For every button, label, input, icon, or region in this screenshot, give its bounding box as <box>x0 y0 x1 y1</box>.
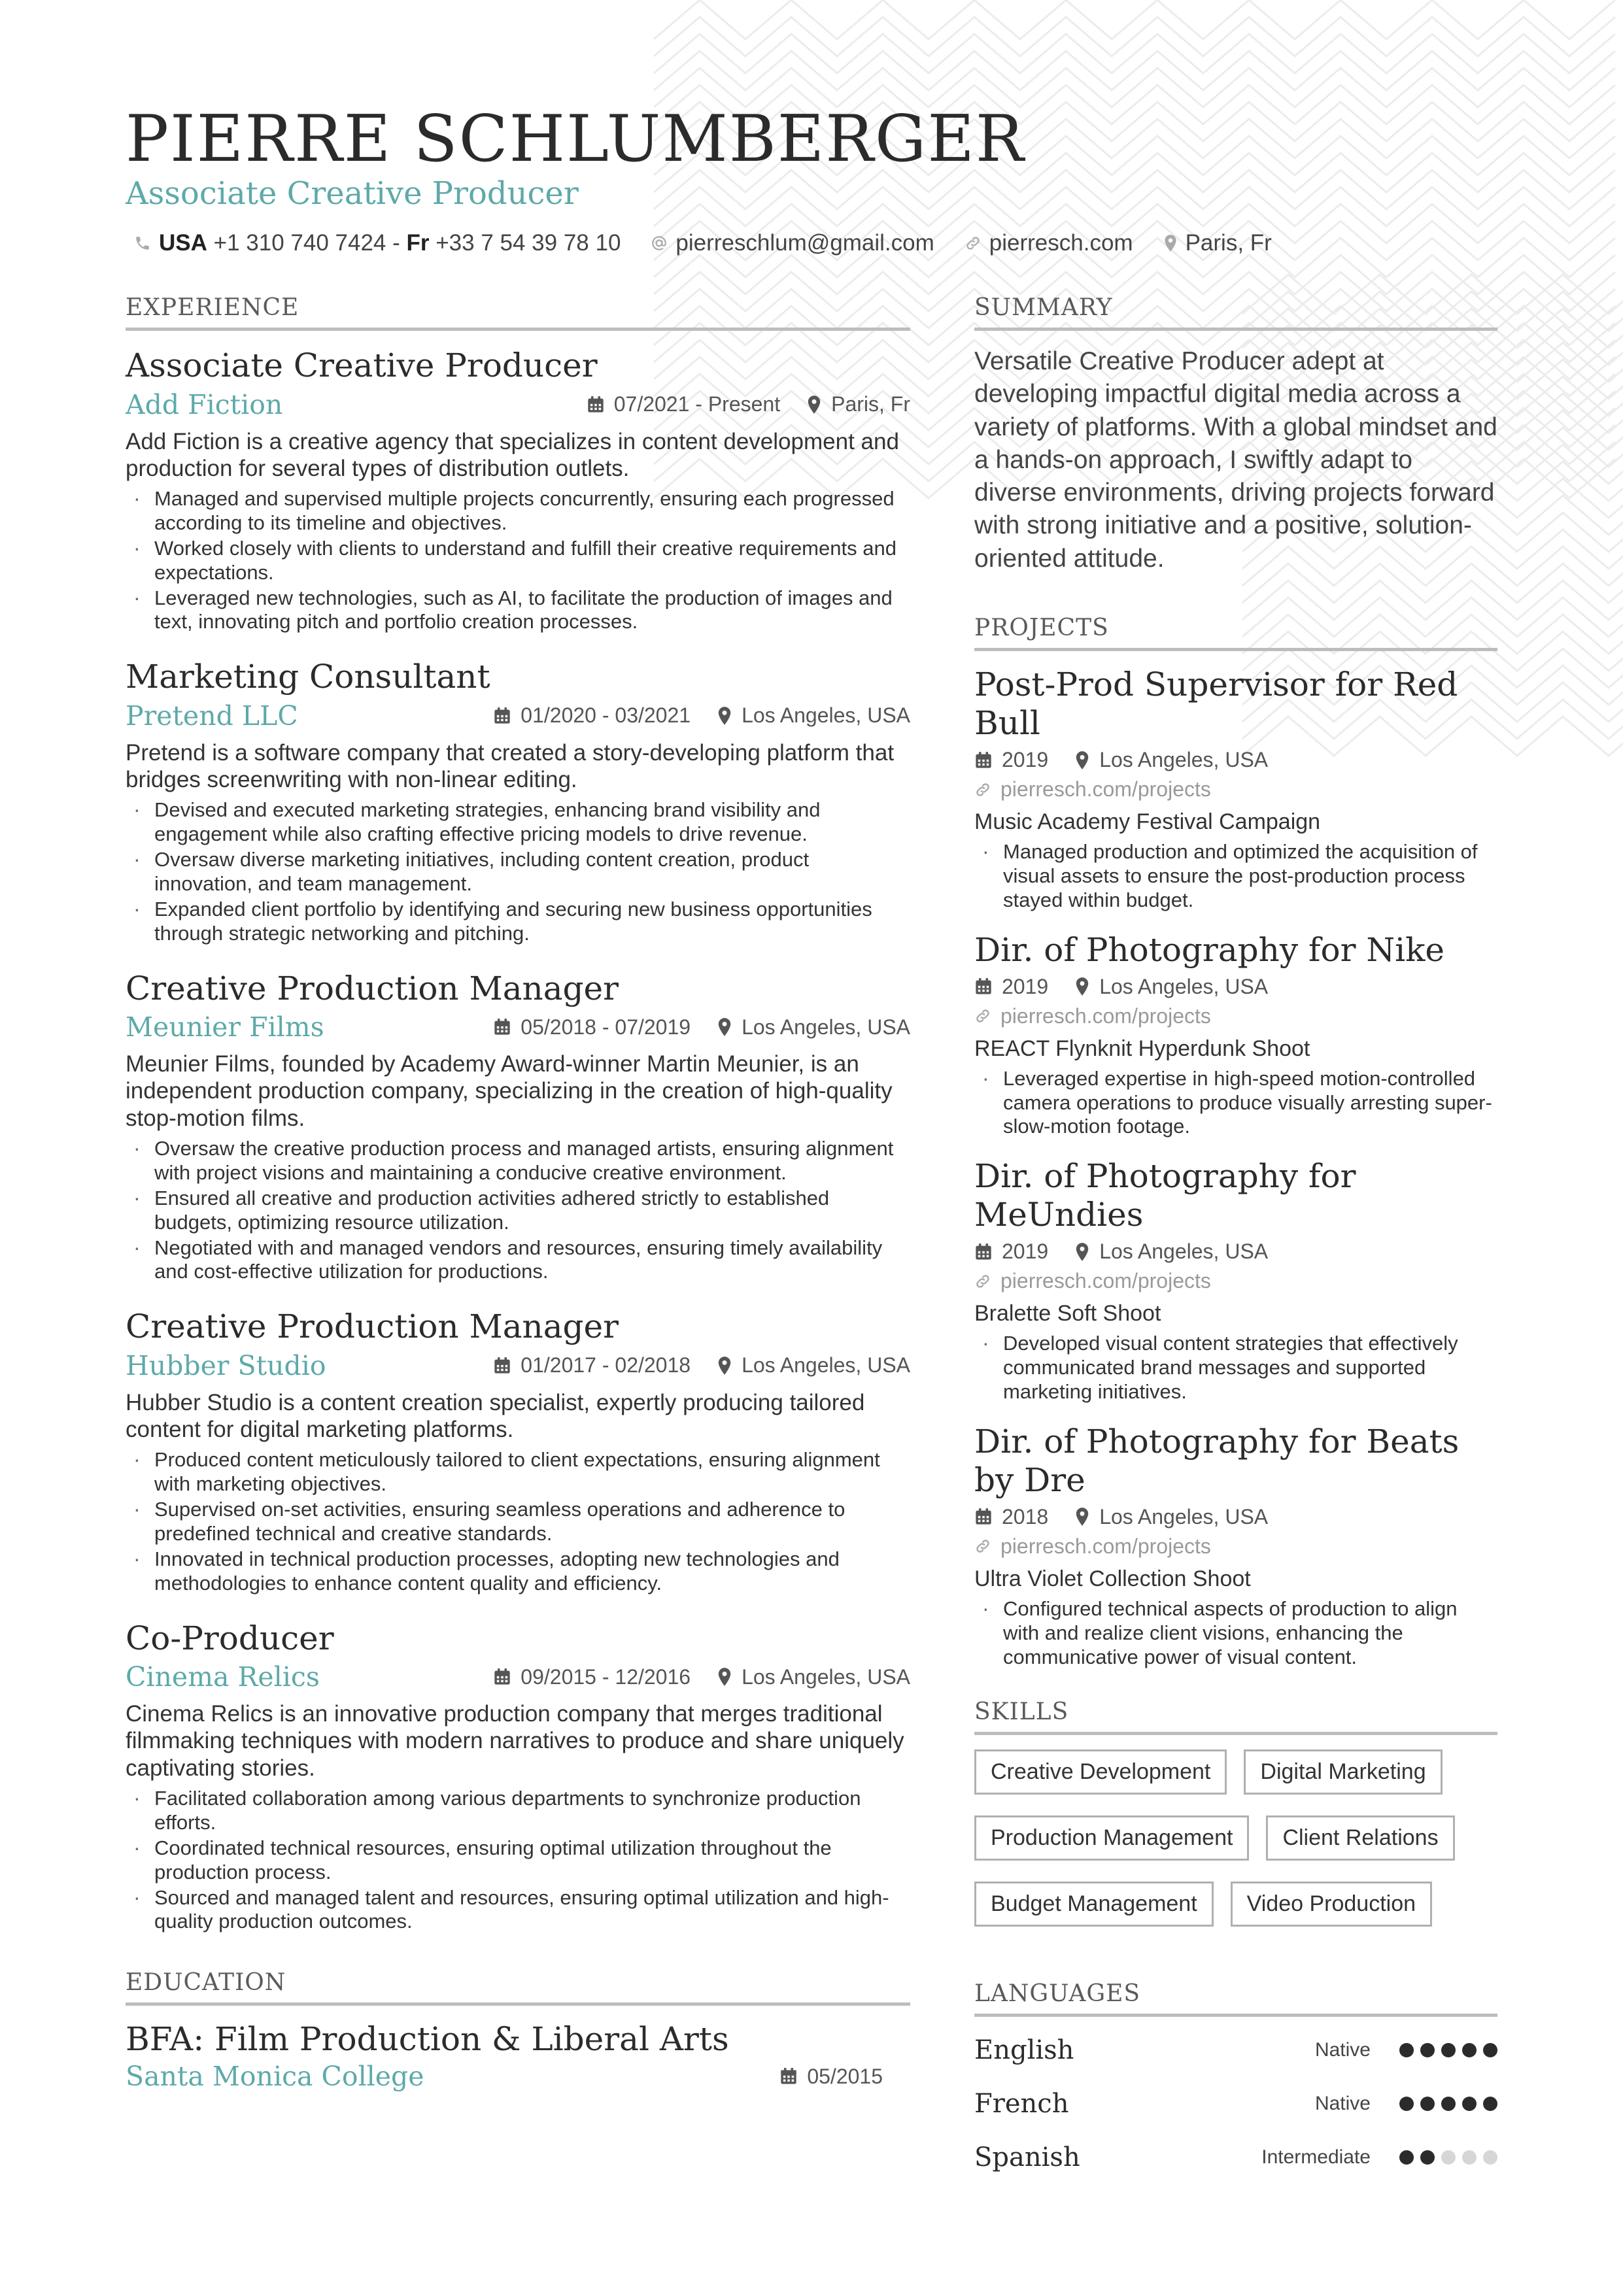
job-dates <box>493 1015 691 1039</box>
project-subtitle: REACT Flynknit Hyperdunk Shoot <box>974 1036 1310 1061</box>
language-rating <box>1393 2043 1497 2057</box>
language-rating <box>1393 2150 1497 2165</box>
job-dates <box>493 1353 691 1377</box>
link-icon <box>974 781 991 798</box>
contact-location <box>1163 230 1272 256</box>
job-bullets <box>126 487 910 634</box>
project-bullet: · Managed production and optimized the acquisition of visual assets to ensure the post-production process stayed within budget. <box>974 840 1497 913</box>
job-description: Meunier Films, founded by Academy Award-winner Martin Meunier, is an independent production company, specializing in the creation of high-quality stop-motion films. <box>126 1051 893 1131</box>
job-location-text: Paris, Fr <box>831 392 910 416</box>
contact-bar <box>134 230 1302 256</box>
language-level: Native <box>1314 2092 1371 2114</box>
rating-dot <box>1399 2097 1414 2111</box>
location-pin-icon <box>806 395 822 414</box>
job-dates <box>493 703 691 728</box>
phone-us-label: USA <box>159 230 207 256</box>
project-location-text: Los Angeles, USA <box>1099 1504 1269 1528</box>
job-bullet: · Managed and supervised multiple projects concurrently, ensuring each progressed according to its timeline and objectives. <box>126 487 910 535</box>
job-dates-text: 01/2017 - 02/2018 <box>521 1353 691 1377</box>
rating-dot <box>1441 2150 1456 2165</box>
job-bullet: · Negotiated with and managed vendors and resources, ensuring timely availability and cost-effective utilization for productions. <box>126 1236 910 1285</box>
skill-chip: Creative Development <box>974 1749 1227 1795</box>
job-location-text: Los Angeles, USA <box>742 1015 910 1039</box>
calendar-icon <box>493 1357 511 1375</box>
language-rating <box>1393 2097 1497 2111</box>
location-pin-icon <box>1074 751 1090 770</box>
location-pin-icon <box>1163 234 1178 252</box>
project-bullet: · Configured technical aspects of production to align with and realize client visions, enhancing the communicative power of visual content. <box>974 1597 1497 1670</box>
project-year-text: 2018 <box>1002 1504 1049 1528</box>
rating-dot <box>1462 2150 1477 2165</box>
experience-list <box>126 345 910 1934</box>
project-year <box>974 975 1048 999</box>
location-pin-icon <box>717 1667 732 1687</box>
project-subtitle: Music Academy Festival Campaign <box>974 809 1321 835</box>
location-pin-icon <box>1074 1242 1090 1262</box>
project-entry <box>974 931 1497 1140</box>
project-year-text: 2019 <box>1002 1240 1049 1264</box>
website-url: pierresch.com <box>989 230 1133 256</box>
language-name: French <box>974 2088 1069 2119</box>
phone-icon <box>134 235 151 252</box>
project-entry <box>974 1157 1497 1404</box>
right-column <box>974 294 1497 2192</box>
project-year-text: 2019 <box>1002 974 1049 998</box>
language-name: English <box>974 2034 1074 2065</box>
project-entry <box>974 1423 1497 1670</box>
language-entry <box>974 2031 1497 2069</box>
skill-chip: Client Relations <box>1266 1815 1454 1861</box>
calendar-icon <box>974 977 993 996</box>
calendar-icon <box>493 1668 511 1686</box>
job-title: Creative Production Manager <box>126 1308 619 1346</box>
job-entry <box>126 345 910 634</box>
project-subtitle: Bralette Soft Shoot <box>974 1301 1161 1326</box>
calendar-icon <box>493 1018 511 1036</box>
project-bullets <box>974 1597 1497 1670</box>
languages-list <box>974 2031 1497 2176</box>
project-location <box>1074 1505 1268 1529</box>
project-location-text: Los Angeles, USA <box>1099 748 1269 772</box>
email-address: pierreschlum@gmail.com <box>675 230 934 256</box>
job-bullet: · Supervised on-set activities, ensuring seamless operations and adherence to predefined technical and creative standards. <box>126 1498 910 1546</box>
left-column <box>126 294 910 2092</box>
job-entry <box>126 1306 910 1595</box>
rating-dot <box>1462 2043 1477 2057</box>
job-location <box>717 1015 910 1039</box>
job-description: Hubber Studio is a content creation specialist, expertly producing tailored content for digital marketing platforms. <box>126 1389 865 1443</box>
contact-website[interactable] <box>965 230 1133 256</box>
calendar-icon <box>974 1243 993 1261</box>
project-link[interactable] <box>974 1269 1497 1293</box>
location-pin-icon <box>1074 977 1090 996</box>
rating-dot <box>1483 2150 1497 2165</box>
rating-dot <box>1420 2043 1435 2057</box>
job-bullet: · Oversaw diverse marketing initiatives, including content creation, product innovation, and team management. <box>126 848 910 896</box>
link-icon <box>974 1538 991 1555</box>
language-name: Spanish <box>974 2142 1080 2172</box>
at-icon <box>651 235 668 252</box>
calendar-icon <box>779 2067 798 2085</box>
job-company: Cinema Relics <box>126 1661 320 1693</box>
project-title: Dir. of Photography for MeUndies <box>974 1157 1356 1234</box>
job-dates-text: 05/2018 - 07/2019 <box>521 1015 691 1039</box>
projects-heading: PROJECTS <box>974 615 1497 651</box>
job-bullet: · Sourced and managed talent and resources, ensuring optimal utilization and high-quality production outcomes. <box>126 1886 910 1934</box>
rating-dot <box>1399 2150 1414 2165</box>
location-pin-icon <box>717 1017 732 1037</box>
job-bullet: · Coordinated technical resources, ensuring optimal utilization throughout the production process. <box>126 1836 910 1885</box>
location-pin-icon <box>1074 1507 1090 1527</box>
project-bullets <box>974 840 1497 913</box>
education-date <box>779 2065 883 2089</box>
job-title: Associate Creative Producer <box>126 346 598 384</box>
project-entry <box>974 666 1497 913</box>
job-description: Cinema Relics is an innovative production company that merges traditional filmmaking techniques with modern narratives to produce and share uniquely captivating stories. <box>126 1701 904 1781</box>
job-company: Hubber Studio <box>126 1349 326 1381</box>
job-company: Meunier Films <box>126 1011 324 1043</box>
rating-dot <box>1420 2150 1435 2165</box>
languages-heading: LANGUAGES <box>974 1980 1497 2017</box>
project-year <box>974 748 1048 772</box>
job-title: Marketing Consultant <box>126 658 490 696</box>
calendar-icon <box>974 1508 993 1526</box>
project-location <box>1074 748 1268 772</box>
summary-text: Versatile Creative Producer adept at developing impactful digital media across a variety of platforms. With a global mindset and a hands-on approach, I swiftly adapt to diverse environments, driving projects forward with strong initiative and a positive, solution-oriented attitude. <box>974 347 1497 573</box>
skills-heading: SKILLS <box>974 1698 1497 1735</box>
job-bullet: · Produced content meticulously tailored to client expectations, ensuring alignment with marketing objectives. <box>126 1448 910 1496</box>
job-location <box>806 392 910 416</box>
rating-dot <box>1483 2097 1497 2111</box>
language-level: Intermediate <box>1261 2146 1371 2168</box>
location-pin-icon <box>717 1356 732 1376</box>
job-dates <box>493 1665 691 1689</box>
job-description: Add Fiction is a creative agency that specializes in content development and production for several types of distribution outlets. <box>126 428 899 481</box>
skill-chip: Budget Management <box>974 1882 1214 1927</box>
candidate-title: Associate Creative Producer <box>126 175 579 212</box>
job-bullet: · Worked closely with clients to understand and fulfill their creative requirements and expectations. <box>126 537 910 585</box>
project-link-text: pierresch.com/projects <box>1000 777 1211 802</box>
link-icon <box>965 235 982 252</box>
phone-fr-label: Fr <box>406 230 430 256</box>
job-bullet: · Leveraged new technologies, such as AI, to facilitate the production of images and text, innovating pitch and portfolio creation processes. <box>126 586 910 635</box>
job-location-text: Los Angeles, USA <box>742 1664 910 1689</box>
link-icon <box>974 1273 991 1290</box>
project-year-text: 2019 <box>1002 748 1049 772</box>
project-location-text: Los Angeles, USA <box>1099 1240 1269 1264</box>
summary-heading: SUMMARY <box>974 294 1497 331</box>
skill-chip: Digital Marketing <box>1244 1749 1442 1795</box>
job-location-text: Los Angeles, USA <box>742 703 910 728</box>
project-link[interactable] <box>974 777 1497 802</box>
phone-fr-number[interactable]: +33 7 54 39 78 10 <box>436 230 621 256</box>
location-text: Paris, Fr <box>1185 230 1272 256</box>
project-location <box>1074 1240 1268 1264</box>
project-link[interactable] <box>974 1534 1497 1559</box>
contact-email[interactable] <box>651 230 934 256</box>
education-heading: EDUCATION <box>126 1969 910 2006</box>
job-bullets <box>126 1137 910 1284</box>
job-bullets <box>126 1448 910 1595</box>
job-dates-text: 07/2021 - Present <box>613 392 781 416</box>
project-location <box>1074 975 1268 999</box>
skills-list <box>974 1749 1497 1948</box>
skill-chip: Production Management <box>974 1815 1249 1861</box>
job-bullet: · Devised and executed marketing strategies, enhancing brand visibility and engagement while also crafting effective pricing models to drive revenue. <box>126 798 910 847</box>
education-entry <box>126 2020 910 2092</box>
job-entry <box>126 968 910 1285</box>
job-title: Creative Production Manager <box>126 969 619 1007</box>
job-location <box>717 1353 910 1377</box>
link-icon <box>974 1007 991 1024</box>
rating-dot <box>1462 2097 1477 2111</box>
project-bullets <box>974 1067 1497 1140</box>
projects-list <box>974 666 1497 1670</box>
rating-dot <box>1483 2043 1497 2057</box>
rating-dot <box>1399 2043 1414 2057</box>
job-bullet: · Innovated in technical production processes, adopting new technologies and methodologies to enhance content quality and efficiency. <box>126 1547 910 1596</box>
job-dates <box>587 392 780 416</box>
calendar-icon <box>587 396 605 414</box>
location-pin-icon <box>717 706 732 726</box>
job-company: Add Fiction <box>126 388 283 420</box>
project-year <box>974 1240 1048 1264</box>
candidate-name: PIERRE SCHLUMBERGER <box>126 102 1025 177</box>
contact-phone <box>134 230 621 256</box>
experience-heading: EXPERIENCE <box>126 294 910 331</box>
education-date-text: 05/2015 <box>807 2064 883 2088</box>
job-dates-text: 01/2020 - 03/2021 <box>521 703 691 728</box>
job-description: Pretend is a software company that created a story-developing platform that bridges screenwriting with non-linear editing. <box>126 739 895 793</box>
skill-chip: Video Production <box>1231 1882 1432 1927</box>
language-entry <box>974 2138 1497 2176</box>
language-entry <box>974 2085 1497 2123</box>
project-link[interactable] <box>974 1004 1497 1028</box>
language-level: Native <box>1314 2038 1371 2061</box>
education-degree: BFA: Film Production & Liberal Arts <box>126 2020 729 2059</box>
job-bullet: · Oversaw the creative production process and managed artists, ensuring alignment with project visions and maintaining a conducive creative environment. <box>126 1137 910 1185</box>
education-school: Santa Monica College <box>126 2061 424 2093</box>
project-title: Dir. of Photography for Nike <box>974 930 1445 969</box>
project-year <box>974 1505 1048 1529</box>
rating-dot <box>1441 2043 1456 2057</box>
job-bullets <box>126 798 910 945</box>
job-bullets <box>126 1787 910 1934</box>
job-title: Co-Producer <box>126 1619 334 1657</box>
job-entry <box>126 656 910 945</box>
job-entry <box>126 1618 910 1934</box>
project-location-text: Los Angeles, USA <box>1099 974 1269 998</box>
job-location <box>717 703 910 728</box>
project-bullet: · Developed visual content strategies that effectively communicated brand messages and supported marketing initiatives. <box>974 1332 1497 1404</box>
job-bullet: · Facilitated collaboration among various departments to synchronize production efforts. <box>126 1787 910 1835</box>
project-link-text: pierresch.com/projects <box>1000 1269 1211 1293</box>
project-subtitle: Ultra Violet Collection Shoot <box>974 1566 1251 1591</box>
project-bullet: · Leveraged expertise in high-speed motion-controlled camera operations to produce visually arresting super-slow-motion footage. <box>974 1067 1497 1140</box>
project-link-text: pierresch.com/projects <box>1000 1534 1211 1558</box>
calendar-icon <box>974 751 993 769</box>
project-title: Post-Prod Supervisor for Red Bull <box>974 666 1458 743</box>
project-link-text: pierresch.com/projects <box>1000 1004 1211 1028</box>
job-dates-text: 09/2015 - 12/2016 <box>521 1664 691 1689</box>
phone-us-number[interactable]: +1 310 740 7424 - <box>213 230 400 256</box>
project-title: Dir. of Photography for Beats by Dre <box>974 1422 1460 1499</box>
job-bullet: · Ensured all creative and production activities adhered strictly to established budgets, optimizing resource utilization. <box>126 1187 910 1235</box>
rating-dot <box>1441 2097 1456 2111</box>
calendar-icon <box>493 707 511 725</box>
job-location <box>717 1665 910 1689</box>
rating-dot <box>1420 2097 1435 2111</box>
job-location-text: Los Angeles, USA <box>742 1353 910 1377</box>
project-bullets <box>974 1332 1497 1404</box>
job-bullet: · Expanded client portfolio by identifying and securing new business opportunities through strategic networking and pitching. <box>126 898 910 946</box>
job-company: Pretend LLC <box>126 700 298 732</box>
